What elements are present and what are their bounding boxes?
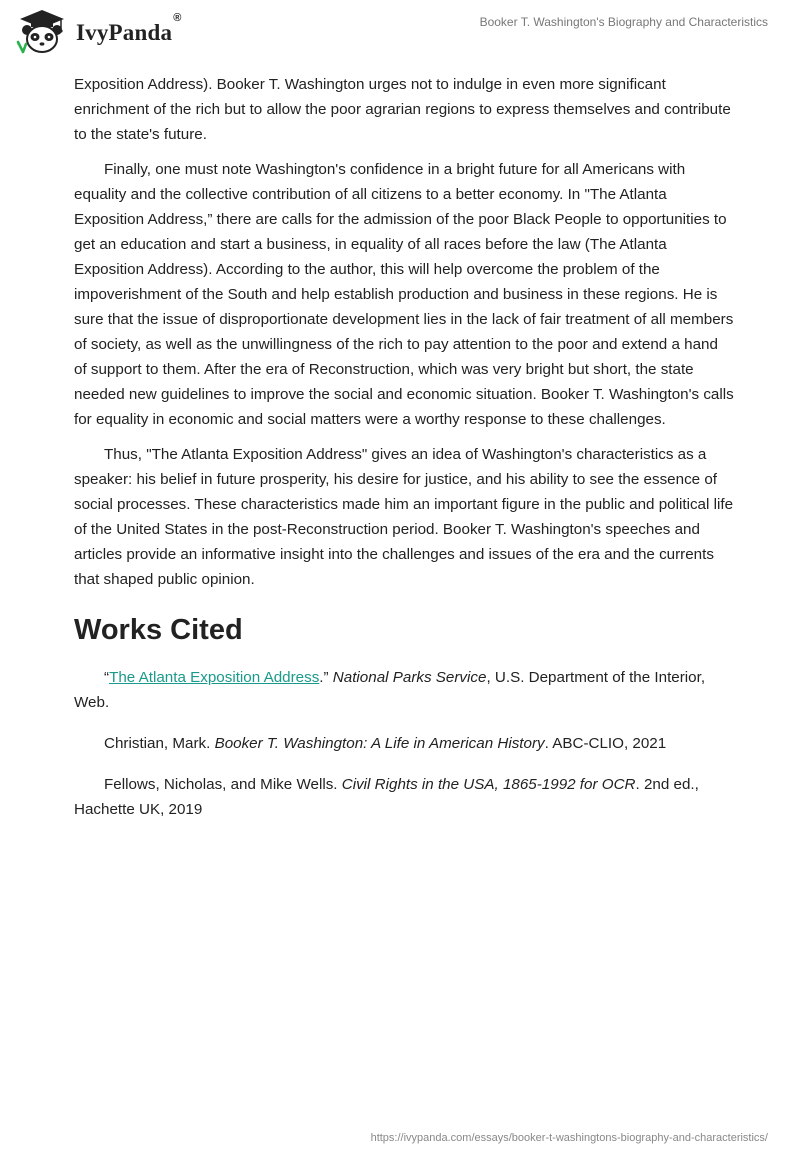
paragraph-continued: Exposition Address). Booker T. Washington urges not to indulge in even more significant enrichment of the rich but to allow the poor agrarian regions to express themselves and contribute to the state's future.	[74, 76, 731, 143]
essay-body	[74, 72, 734, 838]
citation-fellows-wells: Fellows, Nicholas, and Mike Wells. Civil Rights in the USA, 1865-1992 for OCR. 2nd ed., Hachette UK, 2019	[74, 776, 699, 818]
paragraph-finally: Finally, one must note Washington's confidence in a bright future for all Americans with equality and the collective contribution of all citizens to a better economy. In "The Atlanta Exposition Address,” there are calls for the admission of the poor Black People to opportunities to get an education and start a business, in equality of all races before the law (The Atlanta Exposition Address). According to the author, this will help overcome the problem of the impoverishment of the South and help establish production and business in these regions. He is sure that the issue of disproportionate development lies in the lack of fair treatment of all members of society, as well as the unwillingness of the rich to pay attention to the poor and extend a hand of support to them. After the era of Reconstruction, which was very bright but short, the state needed new guidelines to improve the social and economic situation. Booker T. Washington's calls for equality in economic and social matters were a worthy response to these challenges.	[74, 161, 734, 428]
works-cited-heading: Works Cited	[74, 614, 243, 646]
atlanta-exposition-address-link[interactable]: The Atlanta Exposition Address	[109, 669, 320, 686]
brand-name: IvyPanda®	[76, 12, 182, 45]
registered-mark: ®	[173, 12, 182, 25]
panda-graduation-cap-icon	[14, 8, 70, 58]
citation-christian: Christian, Mark. Booker T. Washington: A Life in American History. ABC-CLIO, 2021	[104, 735, 667, 752]
footer-source-url: https://ivypanda.com/essays/booker-t-washingtons-biography-and-characteristics/	[370, 1132, 768, 1144]
ivypanda-logo[interactable]	[14, 8, 182, 58]
citation-atlanta-address: “The Atlanta Exposition Address.” National Parks Service, U.S. Department of the Interior, Web.	[74, 669, 706, 711]
paragraph-conclusion: Thus, "The Atlanta Exposition Address" gives an idea of Washington's characteristics as a speaker: his belief in future prosperity, his desire for justice, and his ability to see the essence of social processes. These characteristics made him an important figure in the public and political life of the United States in the post-Reconstruction period. Booker T. Washington's speeches and articles provide an informative insight into the challenges and issues of the era and the currents that shaped public opinion.	[74, 446, 734, 588]
page-header	[0, 0, 800, 64]
document-title: Booker T. Washington's Biography and Characteristics	[479, 15, 768, 29]
